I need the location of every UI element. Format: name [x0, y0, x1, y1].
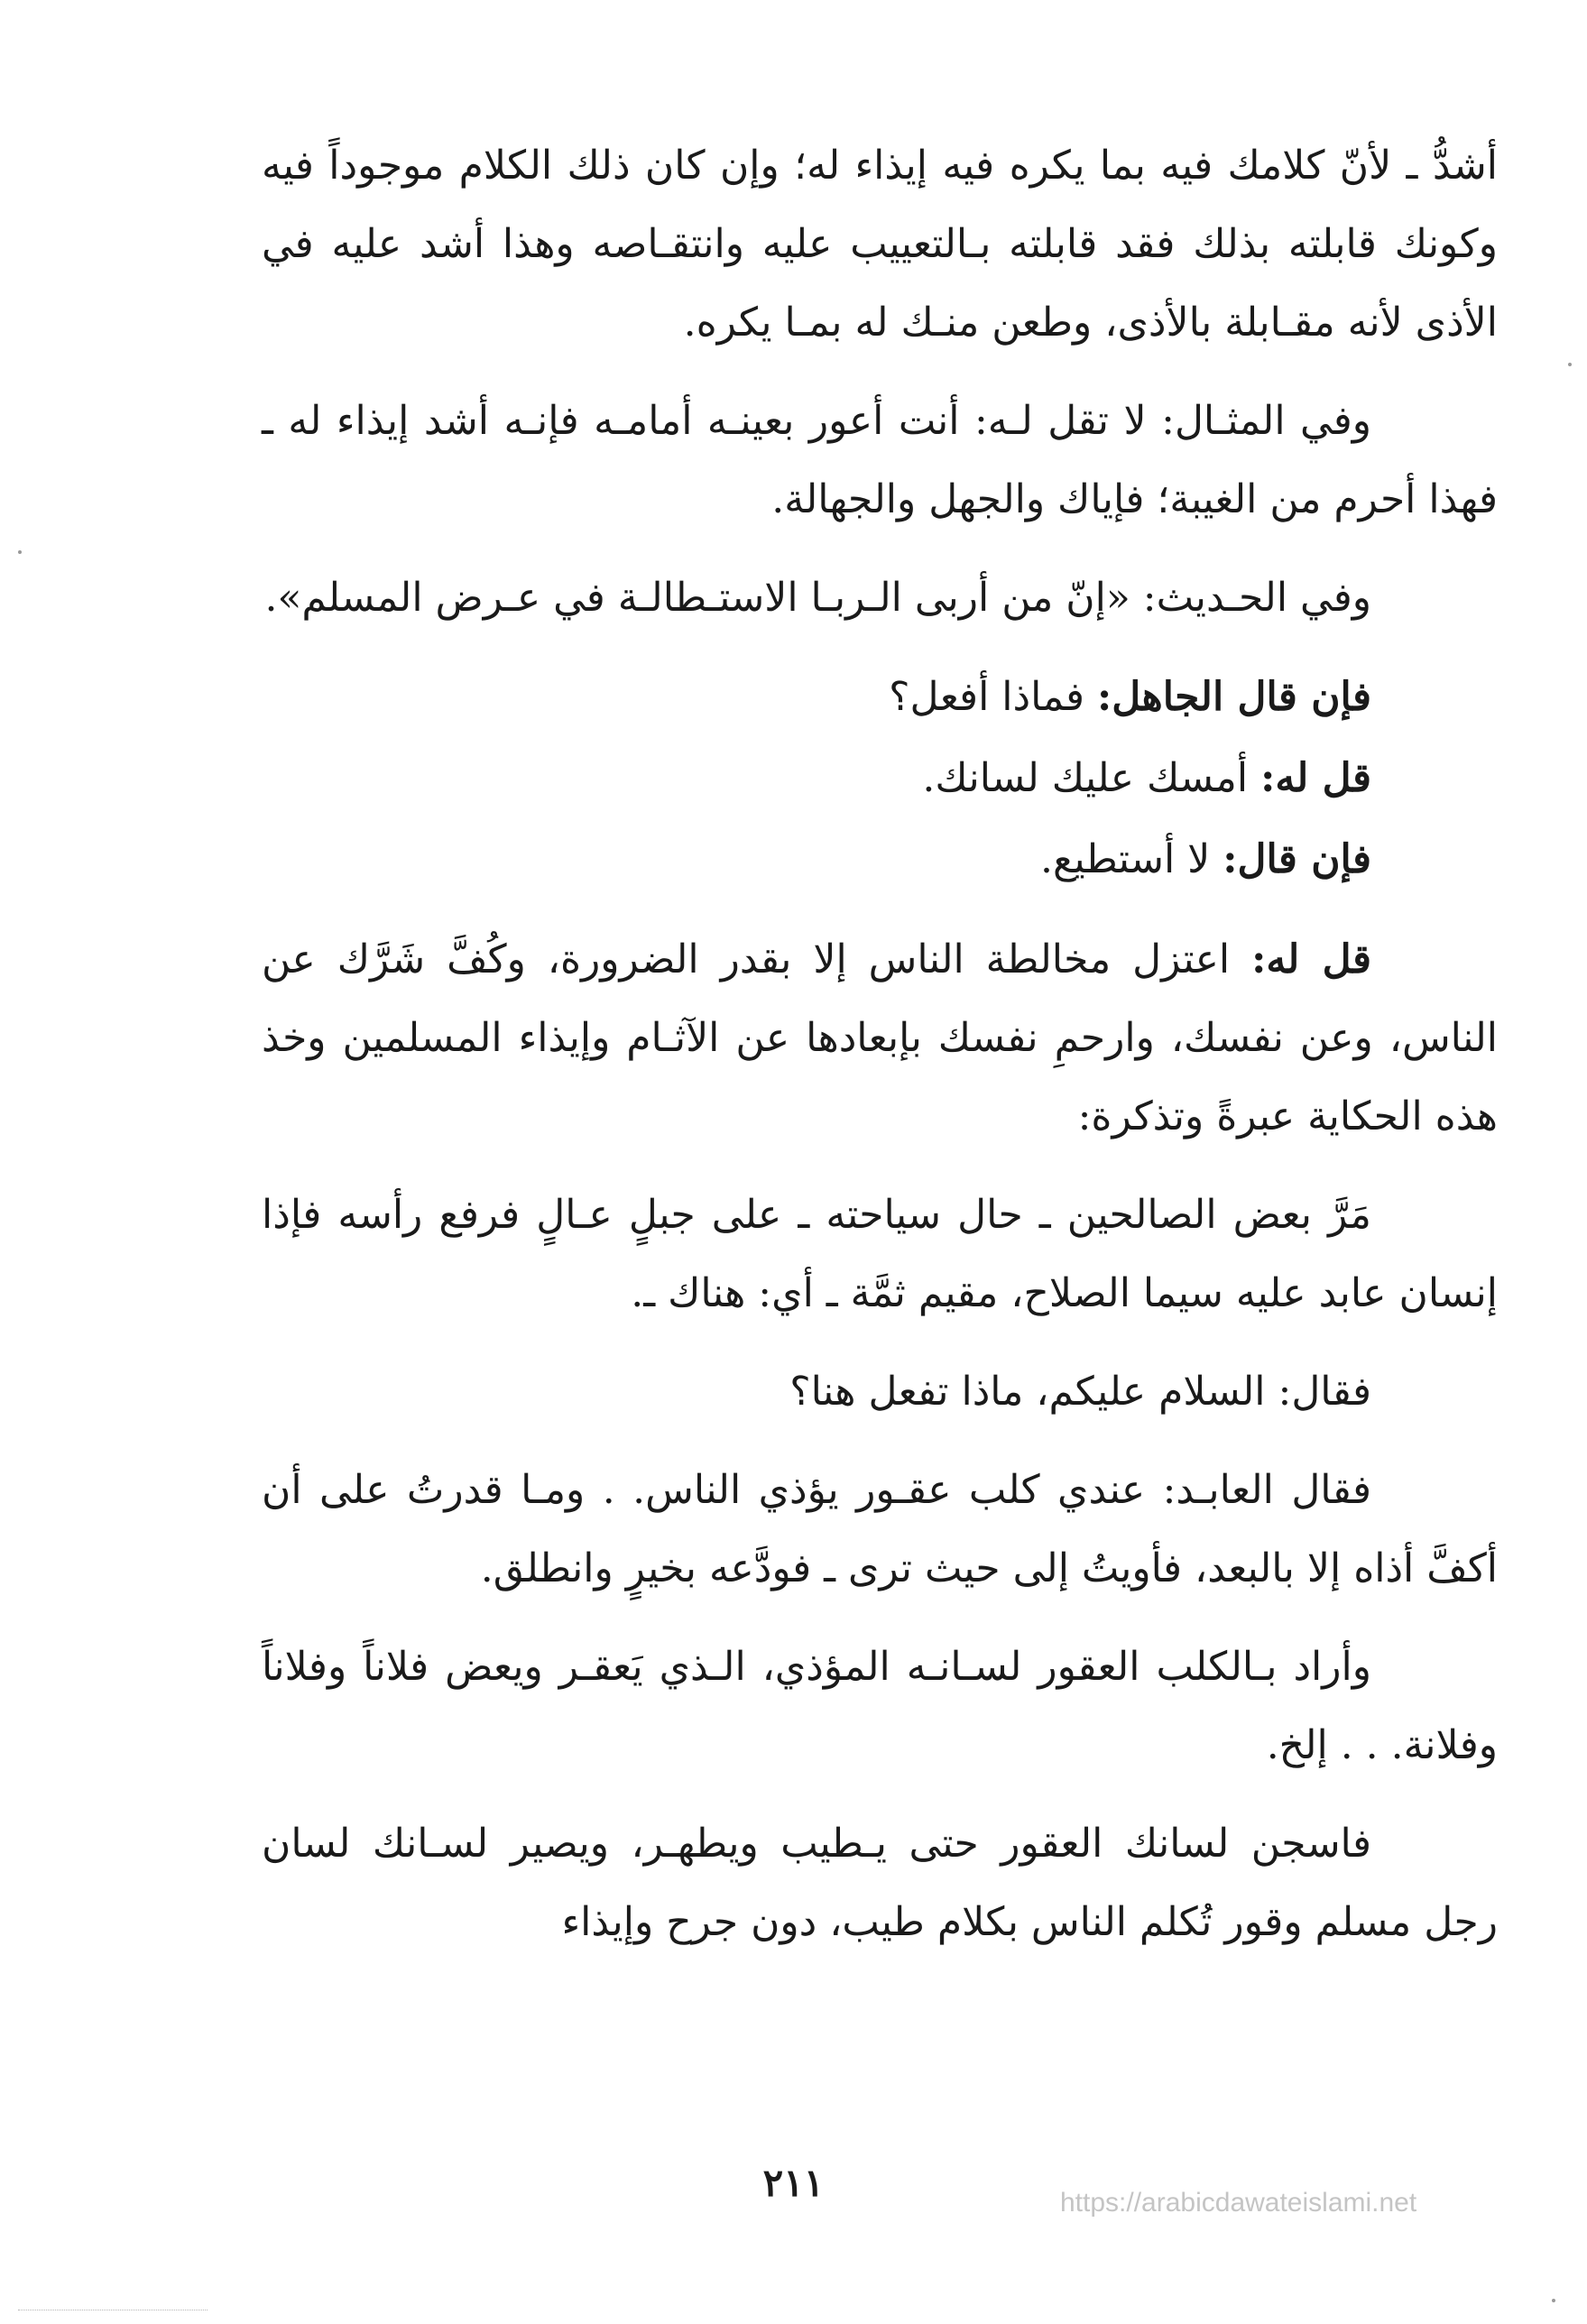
dialog-speaker: فإن قال: — [1223, 836, 1371, 882]
paragraph-3: وفي الحـديث: «إنّ من أربى الـربـا الاستـطالـة في عـرض المسلم». — [264, 575, 1371, 621]
scan-speck — [1568, 363, 1572, 366]
dialog-line-1 — [262, 657, 1498, 738]
story-paragraph-5: فاسجن لسانك العقور حتى يـطيب ويطهـر، ويصير لسـانك لسان رجل مسلم وقور تُكلم الناس بكلام طيب، دون جرح وإيذاء — [262, 1821, 1498, 1945]
advice-speaker: قل له: — [1251, 936, 1371, 982]
paragraph-1: أشدُّ ـ لأنّ كلامك فيه بما يكره فيه إيذاء له؛ وإن كان ذلك الكلام موجوداً فيه وكونك قابلته بذلك فقد قابلته بـالتعييب عليه وانتقـاصه وهذا أشد عليه في الأذى لأنه مقـابلة بالأذى، وطعن منـك له بمـا يكره. — [262, 143, 1498, 346]
advice-text: اعتزل مخالطة الناس إلا بقدر الضرورة، وكُفَّ شَرَّك عن الناس، وعن نفسك، وارحمِ نفسك بإبعادها عن الآثـام وإيذاء المسلمين وخذ هذه الحكاية عبرةً وتذكرة: — [262, 936, 1498, 1139]
story-paragraph-3: فقال العابـد: عندي كلب عقـور يؤذي الناس. . ومـا قدرتُ على أن أكفَّ أذاه إلا بالبعد، فأويتُ إلى حيث ترى ـ فودَّعه بخيرٍ وانطلق. — [262, 1467, 1498, 1591]
dialog-text: لا أستطيع. — [1040, 836, 1211, 882]
paragraph-2: وفي المثـال: لا تقل لـه: أنت أعور بعينـه أمامـه فإنـه أشد إيذاء له ـ فهذا أحرم من الغيبة؛ فإياك والجهل والجهالة. — [262, 398, 1498, 522]
dialog-line-3 — [262, 819, 1498, 900]
page-number: ٢١١ — [762, 2161, 825, 2205]
advice-paragraph — [262, 920, 1498, 1156]
page-body — [262, 126, 1498, 1961]
dialog-text: أمسك عليك لسانك. — [922, 755, 1249, 801]
scan-speck — [1552, 2299, 1555, 2302]
dialog-text: فماذا أفعل؟ — [889, 674, 1084, 720]
scan-speck — [18, 550, 22, 554]
story-paragraph-1: مَرَّ بعض الصالحين ـ حال سياحته ـ على جبلٍ عـالٍ فرفع رأسه فإذا إنسان عابد عليه سيما الصلاح، مقيم ثمَّة ـ أي: هناك ـ. — [262, 1192, 1498, 1316]
dialog-speaker: قل له: — [1260, 755, 1371, 801]
story-paragraph-2: فقال: السلام عليكم، ماذا تفعل هنا؟ — [789, 1369, 1371, 1415]
dialog-line-2 — [262, 738, 1498, 819]
story-paragraph-4: وأراد بـالكلب العقور لسـانـه المؤذي، الـذي يَعقـر ويعض فلاناً وفلاناً وفلانة. . . إلخ. — [262, 1644, 1498, 1768]
dialog-speaker: فإن قال الجاهل: — [1096, 674, 1371, 720]
scan-edge-noise — [18, 2310, 208, 2312]
watermark-url: https://arabicdawateislami.net — [1060, 2188, 1417, 2218]
